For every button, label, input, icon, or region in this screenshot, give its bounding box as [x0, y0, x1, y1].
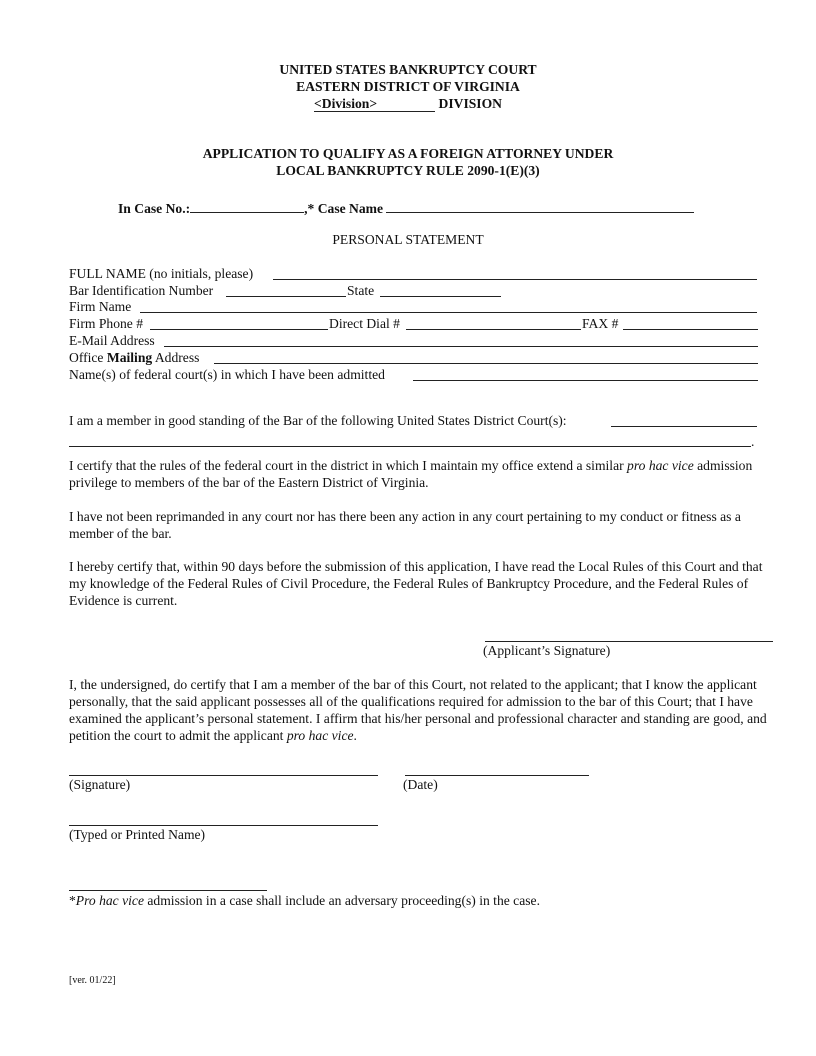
footnote: *Pro hac vice admission in a case shall include an adversary proceeding(s) in the case.: [69, 893, 540, 908]
district-name: EASTERN DISTRICT OF VIRGINIA: [296, 79, 520, 94]
bar-id-label: Bar Identification Number: [69, 283, 214, 298]
direct-dial-label: Direct Dial #: [329, 316, 400, 331]
case-no-field[interactable]: [190, 199, 304, 213]
full-name-label: FULL NAME (no initials, please): [69, 266, 254, 281]
firm-name-field[interactable]: [140, 312, 757, 313]
state-label: State: [347, 283, 375, 298]
court-name: UNITED STATES BANKRUPTCY COURT: [279, 62, 537, 77]
state-field[interactable]: [380, 296, 501, 297]
member-statement: I am a member in good standing of the Bar of the following United States District Court(s):: [69, 413, 567, 428]
date-label: (Date): [403, 777, 438, 792]
office-address-label: [69, 349, 199, 366]
sponsor-certification-paragraph: I, the undersigned, do certify that I am a member of the bar of this Court, not related to the applicant; that I know the applicant personally, that the said applicant possesses all of the qualifications required for admission to the bar of this Court; that I have examined the applicant’s personal statement. I affirm that his/her personal and professional character and standing are good, and petition the court to admit the applicant pro hac vice.: [69, 677, 767, 743]
case-name-field[interactable]: [386, 199, 694, 213]
office-mailing: Mailing: [106, 350, 153, 365]
firm-name-label: Firm Name: [69, 299, 132, 314]
email-field[interactable]: [164, 346, 758, 347]
direct-dial-field[interactable]: [406, 329, 581, 330]
full-name-field[interactable]: [273, 279, 757, 280]
district-courts-field-line2[interactable]: [69, 446, 751, 447]
division-label: DIVISION: [438, 96, 502, 111]
office-address-field[interactable]: [214, 363, 758, 364]
district-courts-field[interactable]: [611, 426, 757, 427]
office-suffix: Address: [152, 350, 200, 365]
fax-label: FAX #: [582, 316, 619, 331]
case-name-label: ,* Case Name: [304, 201, 384, 216]
certify-knowledge-paragraph: I hereby certify that, within 90 days before the submission of this application, I have read the Local Rules of this Court and that my knowledge of the Federal Rules of Civil Procedure, the Federal Rules of Bankruptcy Procedure, and the Federal Rules of Evidence is current.: [69, 559, 763, 608]
form-title-line2: LOCAL BANKRUPTCY RULE 2090-1(E)(3): [276, 163, 540, 178]
fax-field[interactable]: [623, 329, 758, 330]
certify-rules-paragraph: I certify that the rules of the federal court in the district in which I maintain my office extend a similar pro hac vice admission privilege to members of the bar of the Eastern District of Virginia.: [69, 458, 753, 490]
federal-courts-field[interactable]: [413, 380, 758, 381]
applicant-signature-label: (Applicant’s Signature): [483, 643, 611, 658]
version-label: [ver. 01/22]: [69, 975, 116, 986]
case-line: [118, 199, 694, 217]
typed-name-label: (Typed or Printed Name): [69, 827, 206, 842]
firm-phone-field[interactable]: [150, 329, 328, 330]
footnote-separator: [69, 890, 267, 891]
signature-label: (Signature): [69, 777, 131, 792]
case-no-label: In Case No.:: [118, 201, 191, 216]
section-title: PERSONAL STATEMENT: [332, 232, 484, 247]
period-mark: .: [751, 434, 755, 449]
form-title-line1: APPLICATION TO QUALIFY AS A FOREIGN ATTORNEY UNDER: [202, 146, 614, 161]
office-prefix: Office: [69, 350, 107, 365]
firm-phone-label: Firm Phone #: [69, 316, 144, 331]
email-label: E-Mail Address: [69, 333, 155, 348]
division-line: [0, 95, 816, 112]
federal-courts-label: Name(s) of federal court(s) in which I have been admitted: [69, 367, 385, 382]
bar-id-field[interactable]: [226, 296, 346, 297]
reprimand-paragraph: I have not been reprimanded in any court nor has there been any action in any court pertaining to my conduct or fitness as a member of the bar.: [69, 509, 741, 541]
division-placeholder[interactable]: <Division>: [314, 96, 435, 112]
